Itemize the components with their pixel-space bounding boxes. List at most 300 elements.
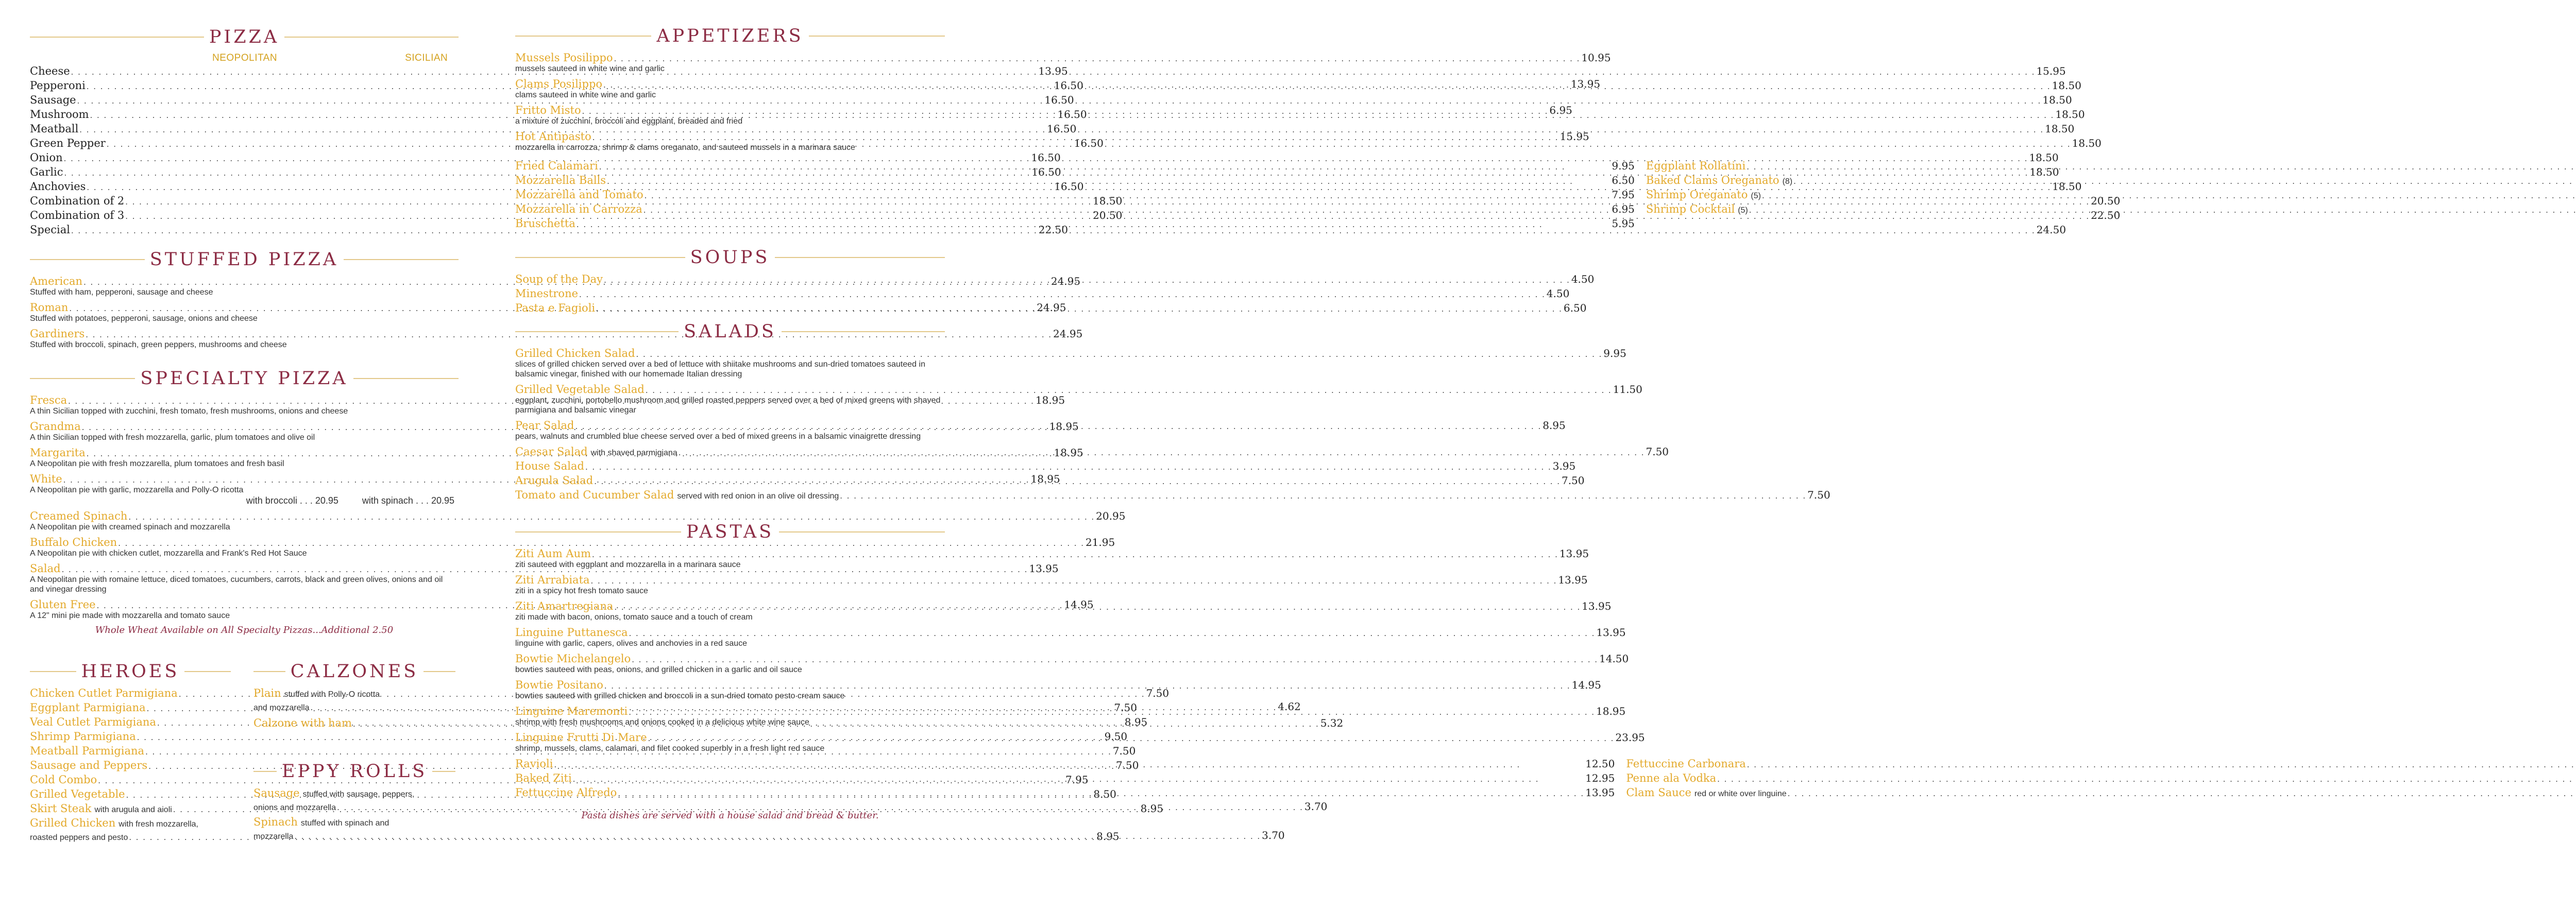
item-price: 7.50 — [1807, 489, 1831, 501]
item-price: 8.95 — [1096, 830, 1120, 843]
header-rule — [809, 36, 945, 37]
calzones-header — [253, 661, 455, 682]
item-name: Meatball — [30, 123, 79, 135]
sicilian-price: 18.50 — [2052, 79, 2081, 92]
leader-dots — [585, 462, 1552, 472]
item-price: 5.32 — [1320, 717, 1344, 729]
item-price: 24.95 — [1037, 301, 1066, 314]
sicilian-price: 18.50 — [2052, 180, 2082, 193]
item-price: 14.95 — [1571, 679, 1601, 691]
item-desc: A Neopolitan pie with fresh mozzarella, plum tomatoes and fresh basil — [30, 459, 284, 468]
item-name: Mozzarella Balls — [515, 174, 606, 186]
item-name: Baked Ziti — [515, 772, 572, 784]
leader-dots — [1793, 176, 2576, 186]
item-desc: ziti made with bacon, onions, tomato sauce and a touch of cream — [515, 613, 753, 622]
item-name: Linguine Frutti Di Mare — [515, 731, 647, 744]
item-price: 7.50 — [1561, 474, 1585, 487]
item-name: Fritto Misto — [515, 104, 581, 116]
with-spinach-option: with spinach . . . 20.95 — [362, 495, 454, 506]
item-name: Fettuccine Alfredo — [515, 786, 617, 799]
menu-item-row — [1626, 786, 2576, 801]
leader-dots — [577, 219, 1611, 230]
item-name: Tomato and Cucumber Salad — [515, 489, 674, 501]
pastas-left-list — [515, 758, 1615, 801]
header-rule — [353, 378, 459, 379]
item-price: 9.95 — [1612, 160, 1635, 172]
item-desc: A Neopolitan pie with romaine lettuce, diced tomatoes, cucumbers, carrots, black and green olives, onions and oil and vinegar dressing — [30, 575, 443, 594]
leader-dots — [840, 491, 1806, 501]
item-desc: A 12" mini pie made with mozzarella and tomato sauce — [30, 611, 230, 620]
pasta-note: Pasta dishes are served with a house salad and bread & butter. — [581, 810, 879, 821]
header-rule — [253, 771, 277, 772]
item-name: Eggplant Rollatini — [1646, 160, 1746, 172]
item-desc: shrimp with fresh mushrooms and onions cooked in a delicious white wine sauce — [515, 718, 809, 727]
item-name: Combination of 2 — [30, 195, 125, 207]
calzone-plain-row — [253, 687, 455, 700]
item-desc: onions and mozzarella — [253, 803, 336, 812]
item-price: 13.95 — [1029, 562, 1059, 575]
item-name: Grilled Vegetable Salad — [515, 383, 645, 396]
white-options — [30, 496, 454, 506]
item-name: Mussels Posilippo — [515, 51, 613, 64]
item-price: 3.70 — [1262, 829, 1285, 841]
item-desc: Stuffed with potatoes, pepperoni, sausage, onions and cheese — [30, 314, 258, 323]
item-name: Bowtie Michelangelo — [515, 652, 631, 665]
sicilian-price: 20.50 — [2091, 195, 2121, 207]
item-price: 11.50 — [1613, 383, 1642, 396]
item-price: 13.95 — [1582, 600, 1612, 612]
soups-header — [515, 247, 945, 268]
menu-item-row — [515, 786, 1615, 801]
menu-item-row — [1646, 174, 2576, 188]
item-name: Margarita — [30, 446, 86, 459]
item-name: Special — [30, 224, 70, 236]
leader-dots — [1762, 191, 2576, 201]
leader-dots — [591, 576, 1557, 586]
item-name: Caesar Salad — [515, 445, 588, 458]
item-name: Sausage and Peppers — [30, 759, 148, 771]
item-price: 13.95 — [1596, 626, 1626, 639]
item-price: 14.50 — [1599, 652, 1629, 665]
leader-dots — [573, 774, 1584, 784]
item-price: 14.95 — [1064, 598, 1094, 611]
pastas-right-list — [1626, 758, 2576, 801]
sicilian-price: 18.50 — [2045, 123, 2075, 135]
item-name: Arugula Salad — [515, 474, 594, 487]
item-price: 9.50 — [1104, 730, 1128, 743]
menu-item-row — [515, 217, 1635, 232]
menu-item-row — [1646, 160, 2576, 174]
item-name: Creamed Spinach — [30, 510, 128, 522]
neopolitan-price: 16.50 — [1047, 123, 1077, 135]
item-price: 13.95 — [1558, 574, 1588, 586]
neopolitan-price: 16.50 — [1074, 137, 1104, 149]
header-rule — [284, 37, 459, 38]
item-price: 8.95 — [1140, 802, 1164, 815]
item-price: 7.50 — [1112, 745, 1136, 757]
item-price: 18.95 — [1035, 394, 1065, 406]
item-row — [515, 652, 1629, 665]
item-name: Pepperoni — [30, 79, 86, 92]
specialty-pizza-header — [30, 368, 459, 389]
leader-dots — [645, 191, 1611, 201]
leader-dots — [594, 476, 1561, 487]
item-name: Baked Clams Oreganato — [1646, 174, 1780, 186]
eppy-rolls-header — [253, 761, 455, 782]
item-name: Mozzarella in Carrozza — [515, 203, 642, 215]
with-broccoli-option: with broccoli . . . 20.95 — [246, 495, 338, 506]
menu-item-row — [1646, 188, 2576, 203]
item-name: Salad — [30, 562, 61, 575]
salads-header — [515, 321, 945, 342]
item-name: Ziti Arrabiata — [515, 574, 590, 586]
neopolitan-price: 16.50 — [1054, 180, 1084, 193]
item-name: Penne ala Vodka — [1626, 772, 1717, 784]
section-title: STUFFED PIZZA — [149, 249, 339, 270]
leader-dots — [579, 289, 1546, 300]
item-price: 21.95 — [1085, 536, 1115, 548]
item-name: Grilled Vegetable — [30, 788, 125, 800]
neopolitan-price: 16.50 — [1031, 151, 1061, 164]
whole-wheat-note: Whole Wheat Available on All Specialty Pizzas...Additional 2.50 — [95, 625, 394, 635]
leader-dots — [629, 707, 1595, 717]
eppy-sausage-row — [253, 787, 455, 800]
section-title: SOUPS — [690, 247, 770, 268]
item-price: 6.50 — [1563, 302, 1587, 314]
item-desc: and mozzarella — [253, 703, 310, 712]
item-name: Ravioli — [515, 758, 553, 770]
section-title: SALADS — [684, 321, 776, 342]
item-desc: A Neopolitan pie with creamed spinach and mozzarella — [30, 523, 230, 531]
item-name: Calzone with ham — [253, 717, 352, 729]
sicilian-price: 22.50 — [2091, 209, 2121, 221]
item-name: Chicken Cutlet Parmigiana — [30, 687, 178, 699]
item-name: Mozzarella and Tomato — [515, 188, 643, 201]
section-title: PIZZA — [209, 27, 280, 47]
header-rule — [779, 531, 945, 532]
item-price: 13.95 — [1559, 547, 1589, 560]
item-price: 13.95 — [1585, 786, 1615, 799]
leader-dots — [643, 205, 1611, 215]
item-desc: mozzarella — [253, 832, 294, 841]
sicilian-price: 24.50 — [2036, 224, 2066, 236]
item-desc: ziti in a spicy hot fresh tomato sauce — [515, 587, 648, 595]
item-price: 7.50 — [1646, 445, 1669, 458]
item-desc: shrimp, mussels, clams, calamari, and filet cooked superbly in a fresh light red sauce — [515, 744, 825, 753]
item-desc: A thin Sicilian topped with fresh mozzarella, garlic, plum tomatoes and olive oil — [30, 433, 315, 442]
item-name: Ziti Amartregiana — [515, 600, 614, 612]
item-row — [515, 626, 1626, 639]
item-name: Grilled Chicken Salad — [515, 347, 635, 359]
item-row — [515, 347, 1626, 359]
item-name: American — [30, 275, 83, 287]
leader-dots — [679, 448, 1645, 458]
neopolitan-header: NEOPOLITAN — [212, 53, 278, 63]
item-name: Bruschetta — [515, 217, 575, 230]
header-rule — [782, 331, 945, 332]
item-price: 6.50 — [1612, 174, 1635, 186]
menu-item-row — [515, 160, 1635, 174]
leader-dots — [596, 304, 1563, 314]
leader-dots — [618, 788, 1584, 799]
sicilian-price: 18.50 — [2029, 166, 2059, 178]
item-desc: ziti sauteed with eggplant and mozzarella in a marinara sauce — [515, 560, 741, 569]
item-price: 3.95 — [1552, 460, 1576, 472]
item-price: 18.95 — [1054, 446, 1083, 459]
menu-item-row — [1626, 772, 2576, 786]
leader-dots — [1747, 162, 2576, 172]
item-row — [515, 574, 1588, 586]
leader-dots — [592, 549, 1558, 560]
item-name: Garlic — [30, 166, 63, 178]
sicilian-price: 18.50 — [2029, 151, 2059, 164]
item-name: House Salad — [515, 460, 584, 472]
appetizers-header — [515, 26, 945, 46]
item-price: 9.95 — [1603, 347, 1626, 359]
item-name: Hot Antipasto — [515, 130, 591, 143]
item-price: 6.95 — [1612, 203, 1635, 215]
item-price: 4.62 — [1278, 700, 1301, 713]
neopolitan-price: 16.50 — [1057, 108, 1087, 121]
leader-dots — [294, 831, 1261, 841]
header-rule — [775, 257, 945, 258]
item-qty: (8) — [1782, 177, 1793, 186]
item-price: 6.95 — [1549, 104, 1572, 116]
sicilian-price: 18.50 — [2042, 94, 2072, 106]
appetizers-left-list — [515, 160, 1635, 232]
header-rule — [515, 36, 651, 37]
leader-dots — [614, 54, 1581, 64]
item-extra: with fresh mozzarella, — [118, 820, 198, 829]
item-desc: pears, walnuts and crumbled blue cheese served over a bed of mixed greens in a balsamic vinaigrette dressing — [515, 432, 921, 441]
item-name: Soup of the Day — [515, 273, 603, 285]
neopolitan-price: 18.50 — [1093, 195, 1123, 207]
item-price: 18.95 — [1030, 473, 1060, 485]
item-name: Grilled Chicken — [30, 817, 116, 829]
item-price: 24.95 — [1050, 275, 1081, 287]
item-extra: stuffed with Polly-O ricotta — [284, 690, 380, 699]
header-rule — [515, 331, 679, 332]
sicilian-price: 18.50 — [2072, 137, 2102, 149]
item-name: Skirt Steak — [30, 802, 92, 815]
header-rule — [253, 671, 285, 672]
item-price: 23.95 — [1615, 731, 1645, 744]
item-desc: mussels sauteed in white wine and garlic — [515, 64, 665, 73]
leader-dots — [629, 628, 1596, 639]
item-name: Minestrone — [515, 287, 579, 300]
item-name: Eggplant Parmigiana — [30, 701, 146, 714]
item-name: Buffalo Chicken — [30, 536, 117, 548]
item-qty: (5) — [1751, 192, 1761, 200]
item-name: Pear Salad — [515, 419, 574, 432]
item-name: Grandma — [30, 420, 81, 433]
item-price: 10.95 — [1581, 51, 1611, 64]
header-rule — [30, 259, 145, 260]
item-row — [30, 536, 1115, 548]
menu-item-row — [515, 489, 1831, 503]
heroes-header — [30, 661, 231, 682]
sicilian-price: 15.95 — [2036, 65, 2066, 77]
item-name: Linguine Maremonti — [515, 705, 628, 717]
item-name: Cheese — [30, 65, 70, 77]
stuffed-pizza-header — [30, 249, 459, 270]
item-extra: red or white over linguine — [1694, 789, 1787, 798]
item-desc: bowties sauteed with grilled chicken and broccoli in a sun-dried tomato pesto cream sauce — [515, 692, 845, 700]
item-extra: served with red onion in an olive oil dressing — [677, 492, 839, 501]
item-name: Shrimp Oreganato — [1646, 188, 1748, 201]
item-desc: clams sauteed in white wine and garlic — [515, 91, 656, 99]
leader-dots — [646, 385, 1612, 396]
header-rule — [30, 671, 76, 672]
item-name: Onion — [30, 151, 63, 164]
item-name: Clam Sauce — [1626, 786, 1691, 799]
item-desc: linguine with garlic, capers, olives and anchovies in a red sauce — [515, 639, 748, 648]
header-rule — [30, 378, 135, 379]
section-title: CALZONES — [290, 661, 419, 682]
menu-item — [515, 626, 1626, 648]
leader-dots — [603, 80, 1570, 90]
leader-dots — [614, 602, 1581, 612]
item-price: 5.95 — [1612, 217, 1635, 230]
menu-item-row — [515, 758, 1615, 772]
sicilian-header: SICILIAN — [405, 53, 448, 63]
item-price: 12.95 — [1585, 772, 1615, 784]
item-desc: a mixture of zucchini, broccoli and eggplant, breaded and fried — [515, 117, 743, 126]
section-title: APPETIZERS — [656, 26, 804, 46]
item-name: Roman — [30, 301, 69, 314]
menu-item — [515, 547, 1589, 570]
leader-dots — [604, 681, 1571, 691]
item-extra: with shaved parmigiana — [590, 449, 677, 457]
item-name: Gluten Free — [30, 598, 96, 611]
item-row — [515, 547, 1589, 560]
item-name: Plain — [253, 687, 281, 699]
item-name: Clams Posilippo — [515, 78, 603, 90]
section-title: HEROES — [81, 661, 180, 682]
item-price: 7.95 — [1065, 774, 1089, 786]
item-name: Sausage — [30, 94, 76, 106]
item-price: 8.95 — [1543, 419, 1566, 432]
item-name: Shrimp Parmigiana — [30, 730, 136, 743]
section-title: SPECIALTY PIZZA — [140, 368, 348, 389]
neopolitan-price: 13.95 — [1038, 65, 1068, 77]
item-name: Ziti Aum Aum — [515, 547, 591, 560]
item-name: Gardiners — [30, 328, 85, 340]
item-price: 8.95 — [1124, 716, 1148, 728]
item-name: Cold Combo — [30, 774, 97, 786]
leader-dots — [636, 349, 1603, 359]
pizza-row — [30, 224, 2066, 238]
item-desc: A Neopolitan pie with garlic, mozzarella and Polly-O ricotta — [30, 486, 244, 494]
header-rule — [344, 259, 459, 260]
menu-item — [515, 347, 1626, 379]
item-desc: roasted peppers and pesto — [30, 833, 128, 842]
item-desc: A thin Sicilian topped with zucchini, fresh tomato, fresh mushrooms, onions and cheese — [30, 407, 348, 416]
leader-dots — [607, 176, 1611, 186]
item-name: Fried Calamari — [515, 160, 598, 172]
item-name: Linguine Puttanesca — [515, 626, 628, 639]
item-price: 7.50 — [1146, 687, 1170, 699]
menu-item — [515, 652, 1629, 675]
header-rule — [184, 671, 231, 672]
item-name: Meatball Parmigiana — [30, 745, 145, 757]
item-qty: (5) — [1738, 206, 1748, 215]
item-price: 18.95 — [1596, 705, 1626, 717]
item-name: Pasta e Fagioli — [515, 302, 596, 314]
item-price: 20.95 — [1096, 510, 1126, 522]
pizza-header — [30, 27, 459, 47]
item-name: Anchovies — [30, 180, 86, 193]
leader-dots — [1069, 67, 2036, 77]
menu-item-row — [515, 174, 1635, 188]
item-name: Veal Cutlet Parmigiana — [30, 716, 156, 728]
item-desc: eggplant, zucchini, portobello mushroom and grilled roasted peppers served over a bed of mixed greens with shaved parmigiana and balsamic vinegar — [515, 396, 941, 415]
pizza-column-headers — [30, 53, 459, 64]
menu-item-row — [1646, 203, 2576, 217]
item-price: 12.50 — [1585, 758, 1615, 770]
menu-item — [515, 574, 1588, 596]
item-row — [515, 51, 1611, 64]
item-name: Fettuccine Carbonara — [1626, 758, 1746, 770]
leader-dots — [648, 733, 1615, 744]
item-price: 4.50 — [1546, 287, 1570, 300]
section-title: EPPY ROLLS — [281, 761, 428, 782]
menu-item-row — [1626, 758, 2576, 772]
item-name: Mushroom — [30, 108, 89, 121]
menu-item-row — [515, 287, 1570, 302]
leader-dots — [604, 275, 1570, 285]
header-rule — [515, 257, 685, 258]
item-price: 7.50 — [1114, 701, 1137, 714]
item-name: Green Pepper — [30, 137, 106, 149]
neopolitan-price: 16.50 — [1031, 166, 1061, 178]
sicilian-price: 18.50 — [2055, 108, 2085, 121]
item-price: 13.95 — [1570, 78, 1601, 90]
leader-dots — [1747, 760, 2576, 770]
leader-dots — [575, 421, 1541, 432]
header-rule — [423, 671, 455, 672]
menu-item-row — [515, 203, 1635, 217]
leader-dots — [1788, 788, 2576, 799]
item-row — [30, 510, 1126, 522]
item-price: 7.95 — [1612, 188, 1635, 201]
item-desc: mozzarella in carrozza, shrimp & clams oreganato, and sauteed mussels in a marinara sauce — [515, 143, 855, 152]
leader-dots — [1749, 205, 2576, 215]
item-price: 18.95 — [1049, 420, 1079, 433]
item-price: 8.50 — [1093, 788, 1116, 800]
section-title: PASTAS — [686, 522, 774, 542]
item-name: Sausage — [253, 787, 300, 799]
neopolitan-price: 16.50 — [1054, 79, 1083, 92]
item-desc: Stuffed with ham, pepperoni, sausage and cheese — [30, 288, 213, 297]
item-desc: bowties sauteed with peas, onions, and grilled chicken in a garlic and oil sauce — [515, 665, 802, 674]
item-desc: A Neopolitan pie with chicken cutlet, mozzarella and Frank's Red Hot Sauce — [30, 549, 307, 558]
pastas-header — [515, 522, 945, 542]
item-price: 7.50 — [1115, 759, 1139, 771]
leader-dots — [1717, 774, 2576, 784]
leader-dots — [582, 106, 1549, 116]
item-desc: Stuffed with broccoli, spinach, green peppers, mushrooms and cheese — [30, 340, 287, 349]
appetizers-right-list — [1646, 160, 2576, 232]
header-rule — [515, 531, 681, 532]
eppy-spinach-row — [253, 816, 455, 829]
item-extra: with arugula and aioli — [94, 805, 172, 814]
menu-item-row — [515, 188, 1635, 203]
item-name: White — [30, 473, 62, 485]
item-name: Shrimp Cocktail — [1646, 203, 1735, 215]
item-desc: slices of grilled chicken served over a bed of lettuce with shiitake mushrooms and sun-dried tomatoes sauteed in balsamic vinegar, finished with our homemade Italian dressing — [515, 360, 925, 379]
header-rule — [30, 37, 204, 38]
